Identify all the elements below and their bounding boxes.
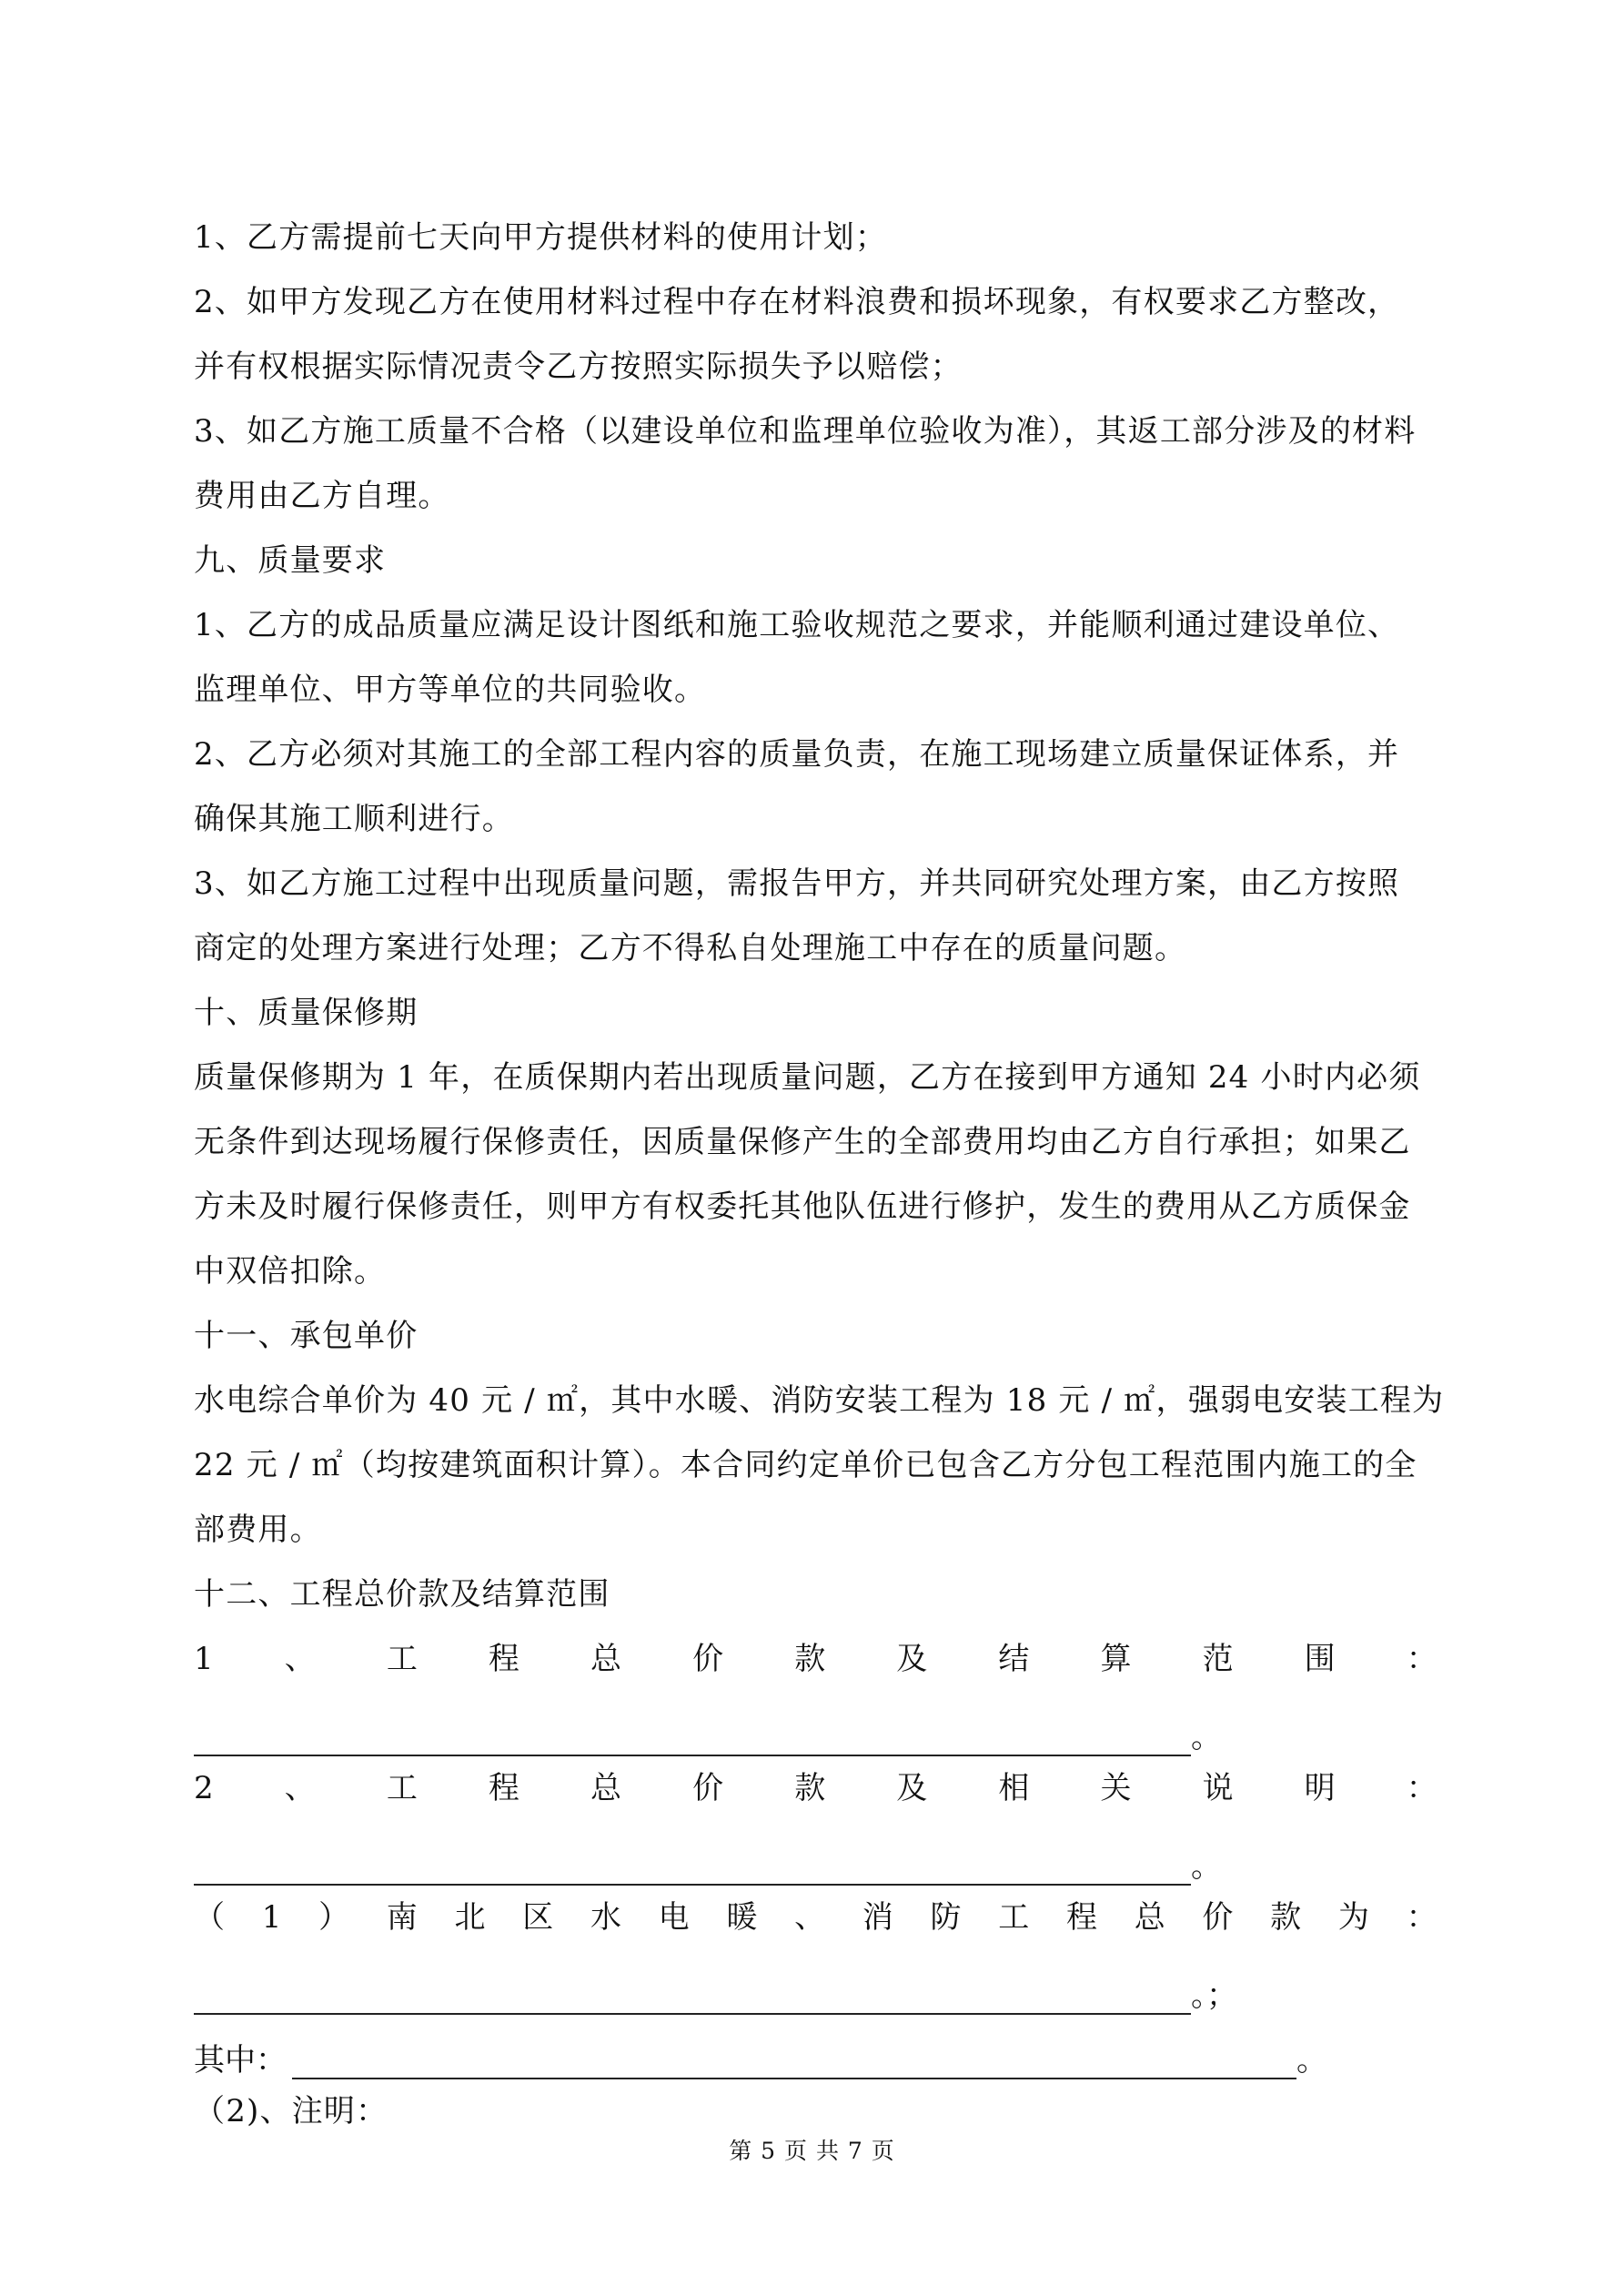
- label-char: 总: [590, 1641, 623, 1677]
- paragraph-line: 中双倍扣除。: [194, 1253, 387, 1290]
- label-char: 电: [658, 1899, 691, 1936]
- label-char: 结: [998, 1641, 1031, 1677]
- label-char: 及: [896, 1770, 929, 1806]
- paragraph-line: 确保其施工顺利进行。: [194, 801, 514, 837]
- label-char: 关: [1100, 1770, 1133, 1806]
- label-char: 水: [590, 1899, 623, 1936]
- section-heading: 十、质量保修期: [194, 995, 419, 1031]
- paragraph-line: 2、乙方必须对其施工的全部工程内容的质量负责，在施工现场建立质量保证体系，并: [194, 736, 1400, 773]
- label-char: 区: [522, 1899, 555, 1936]
- label-char: 明: [1304, 1770, 1337, 1806]
- fill-item-3-blank-row: [194, 1950, 1438, 2015]
- paragraph-line: 水电综合单价为 40 元 / ㎡，其中水暖、消防安装工程为 18 元 / ㎡，强弱电安装工程为: [194, 1382, 1445, 1419]
- blank-end-punct: 。: [1191, 1848, 1222, 1885]
- paragraph-line: 3、如乙方施工过程中出现质量问题，需报告甲方，并共同研究处理方案，由乙方按照: [194, 865, 1400, 902]
- label-char: 工: [386, 1770, 419, 1806]
- label-char: 2: [194, 1770, 215, 1806]
- label-char: （: [194, 1899, 227, 1936]
- label-char: 程: [488, 1770, 521, 1806]
- paragraph-line: 商定的处理方案进行处理；乙方不得私自处理施工中存在的质量问题。: [194, 930, 1187, 966]
- document-body: [194, 206, 1445, 2144]
- section-heading: 十一、承包单价: [194, 1318, 419, 1354]
- paragraph-line: 监理单位、甲方等单位的共同验收。: [194, 672, 707, 708]
- label-char: 1: [194, 1641, 215, 1677]
- label-char: 工: [386, 1641, 419, 1677]
- label-char: 消: [862, 1899, 895, 1936]
- paragraph-line: 费用由乙方自理。: [194, 478, 450, 514]
- label-char: 南: [386, 1899, 419, 1936]
- label-char: 款: [1270, 1899, 1303, 1936]
- label-char: 款: [794, 1641, 827, 1677]
- fill-in-blank[interactable]: [194, 1714, 1191, 1756]
- label-char: 价: [692, 1641, 725, 1677]
- label-char: 暖: [726, 1899, 759, 1936]
- section-heading: 九、质量要求: [194, 542, 387, 579]
- label-char: ：: [1406, 1770, 1438, 1806]
- blank-end-punct: 。: [1191, 1719, 1222, 1755]
- fill-item-3-label: [194, 1886, 1438, 1950]
- label-char: 工: [998, 1899, 1031, 1936]
- label-char: 、: [284, 1770, 317, 1806]
- label-char: 为: [1337, 1899, 1371, 1936]
- paragraph-line: 无条件到达现场履行保修责任，因质量保修产生的全部费用均由乙方自行承担；如果乙: [194, 1124, 1411, 1160]
- label-char: 、: [284, 1641, 317, 1677]
- label-char: 价: [692, 1770, 725, 1806]
- paragraph-line: 2、如甲方发现乙方在使用材料过程中存在材料浪费和损坏现象，有权要求乙方整改，: [194, 284, 1400, 320]
- blank-end-punct: 。: [1296, 2042, 1327, 2079]
- paragraph-line: 3、如乙方施工质量不合格（以建设单位和监理单位验收为准），其返工部分涉及的材料: [194, 413, 1417, 450]
- paragraph-line: 并有权根据实际情况责令乙方按照实际损失予以赔偿；: [194, 349, 963, 385]
- note-line: （2)、注明：: [194, 2093, 388, 2129]
- label-char: 北: [454, 1899, 487, 1936]
- label-char: 相: [998, 1770, 1031, 1806]
- paragraph-line: 方未及时履行保修责任，则甲方有权委托其他队伍进行修护，发生的费用从乙方质保金: [194, 1188, 1411, 1225]
- label-char: 价: [1202, 1899, 1235, 1936]
- fill-in-blank[interactable]: [194, 1973, 1191, 2015]
- label-char: 、: [794, 1899, 827, 1936]
- paragraph-line: 部费用。: [194, 1512, 322, 1548]
- blank-end-punct: 。；: [1191, 1977, 1237, 2014]
- fill-item-1-blank-row: [194, 1692, 1438, 1756]
- label-char: 算: [1100, 1641, 1133, 1677]
- fill-item-1-label: [194, 1627, 1438, 1692]
- label-char: 程: [488, 1641, 521, 1677]
- among-label: 其中：: [194, 2042, 287, 2079]
- section-heading: 十二、工程总价款及结算范围: [194, 1576, 610, 1613]
- label-char: 1: [261, 1899, 283, 1936]
- paragraph-line: 22 元 / ㎡（均按建筑面积计算）。本合同约定单价已包含乙方分包工程范围内施工的全: [194, 1447, 1417, 1483]
- label-char: 围: [1304, 1641, 1337, 1677]
- label-char: 总: [590, 1770, 623, 1806]
- label-char: ）: [318, 1899, 351, 1936]
- paragraph-line: 1、乙方需提前七天向甲方提供材料的使用计划；: [194, 219, 888, 256]
- label-char: 款: [794, 1770, 827, 1806]
- fill-item-2-blank-row: [194, 1821, 1438, 1886]
- label-char: ：: [1406, 1641, 1438, 1677]
- label-char: 总: [1134, 1899, 1166, 1936]
- label-char: 及: [896, 1641, 929, 1677]
- fill-in-blank[interactable]: [292, 2038, 1296, 2079]
- label-char: ：: [1406, 1899, 1438, 1936]
- label-char: 范: [1202, 1641, 1235, 1677]
- label-char: 说: [1202, 1770, 1235, 1806]
- fill-in-blank[interactable]: [194, 1844, 1191, 1886]
- page-footer: 第 5 页 共 7 页: [729, 2138, 895, 2164]
- paragraph-line: 1、乙方的成品质量应满足设计图纸和施工验收规范之要求，并能顺利通过建设单位、: [194, 607, 1400, 643]
- label-char: 程: [1065, 1899, 1099, 1936]
- among-row: [194, 2015, 1438, 2079]
- paragraph-line: 质量保修期为 1 年，在质保期内若出现质量问题，乙方在接到甲方通知 24 小时内必须: [194, 1059, 1421, 1096]
- label-char: 防: [930, 1899, 963, 1936]
- fill-item-2-label: [194, 1756, 1438, 1821]
